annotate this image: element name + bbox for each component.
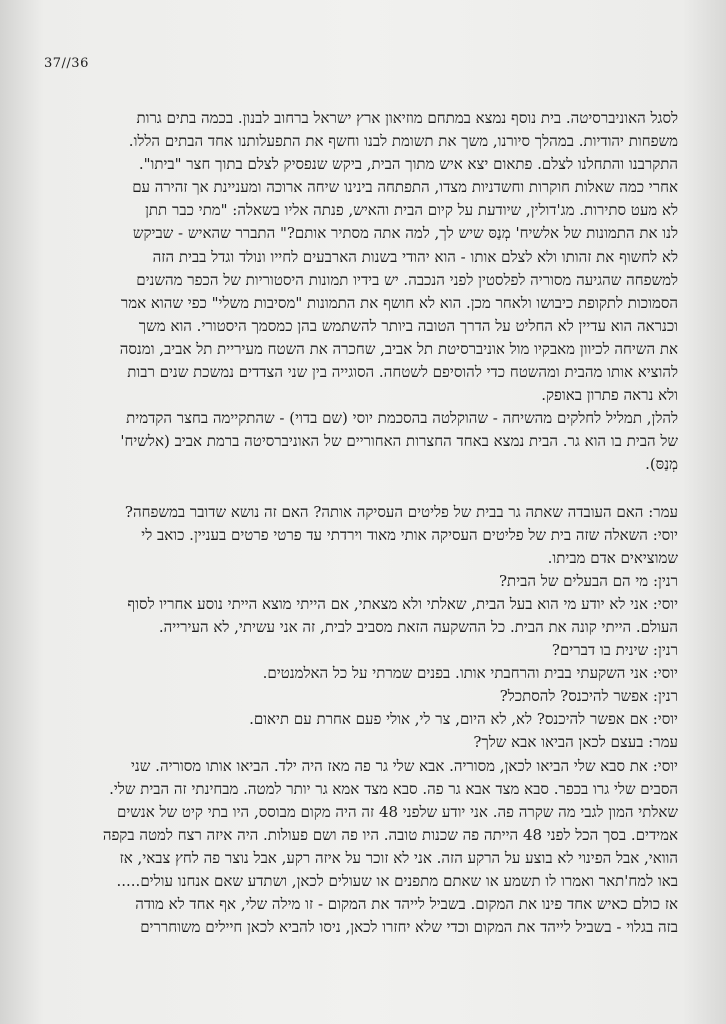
text-line: משפחות יהודיות. במהלך סיורנו, משך את תשומת לבנו וחשף את התפעלותנו אחד הבתים הללו. [128, 132, 678, 151]
text-line: להוציא אותו מהבית ומהשטח כדי להוסיפם לשטחה. הסוגייה בין שני הצדדים נמשכת שנים רבות [127, 363, 678, 382]
transcript-line: אמידים. בסך הכל לפני 48 הייתה פה שכנות טובה. היו פה ושם פעולות. היה איזה רצח למטה בקפה [102, 825, 678, 844]
text-line: לא מעט סתירות. מג'דולין, שיודעת על קיום הבית והאיש, פנתה אליו בשאלה: "מתי כבר תתן [145, 201, 678, 220]
text-line: לנו את התמונות של אלשיח' מְנַסּ שיש לך, למה אתה מסתיר אותם?" התברר שהאיש - שביקש [132, 224, 678, 243]
text-line: וכנראה הוא עדיין לא החליט על הדרך הטובה ביותר להשתמש בהן כמסמך היסטורי. הוא משך [138, 316, 678, 335]
text-line: את השיחה לכיוון מאבקיו מול אוניברסיטת תל אביב, שחכרה את השטח מעיריית תל אביב, ומנסה [119, 339, 678, 358]
page-content [82, 107, 678, 939]
transcript-line: בזה בגלוי - בשביל לייהד את המקום וכדי שלא יחזרו לכאן, ניסו להביא לכאן חיילים משוחררים [140, 918, 678, 937]
transcript-line: שמוציאים אדם מביתו. [547, 548, 678, 567]
text-line: של הבית בו הוא גר. הבית נמצא באחד החצרות האחוריים של האוניברסיטה ברמת אביב (אלשיח' [120, 432, 678, 451]
text-line: הסמוכות לתקופת כיבושו ולאחר מכן. הוא לא חושף את התמונות "מסיבות משלי" כפי שהוא אמר [120, 293, 678, 312]
text-line: ולא נראה פתרון באופק. [541, 386, 678, 405]
transcript-line: יוסי: השאלה שזה בית של פליטים העסיקה אותי מאוד וירדתי עד פרטי פרטים בעניין. כואב לי [141, 525, 678, 544]
transcript-line: יוסי: אני לא יודע מי הוא בעל הבית, שאלתי ולא מצאתי, אם הייתי מוצא הייתי נוסע אחריו לסוף [127, 594, 678, 613]
transcript-line: באו למח'תאר ואמרו לו תשמע או שאתם מתפנים או שעולים לכאן, ושתדע שאם אנחנו עולים..... [116, 872, 678, 890]
interview-transcript [82, 501, 678, 940]
transcript-line: יוסי: אם אפשר להיכנס? לא, לא היום, צר לי, אולי פעם אחרת עם תיאום. [249, 710, 678, 729]
text-line: למשפחה שהגיעה מסוריה לפלסטין לפני הנכבה. יש בידיו תמונות היסטוריות של הכפר מהשנים [136, 270, 678, 289]
transcript-line: רנין: מי הם הבעלים של הבית? [499, 571, 678, 590]
text-line: לא לחשוף את זהותו ולא לצלם אותו - הוא יהודי בשנות הארבעים לחייו ונולד וגדל בבית הזה [152, 247, 678, 266]
transcript-line: הסבים שלי גרו בכפר. סבא מצד אבא גר פה. סבא מצד אמא גר יותר למטה. מבחינתי זה הבית שלי. [109, 779, 678, 798]
text-line: התקרבנו והתחלנו לצלם. פתאום יצא איש מתוך הבית, ביקש שנפסיק לצלם בתוך חצר "ביתו". [138, 155, 678, 174]
page-number: 37//36 [44, 56, 89, 71]
transcript-line: עמר: האם העובדה שאתה גר בבית של פליטים העסיקה אותה? האם זה נושא שדובר במשפחה? [124, 502, 678, 521]
section-gap [82, 477, 678, 501]
text-line: להלן, תמליל לחלקים מהשיחה - שהוקלטה בהסכמת יוסי (שם בדוי) - שהתקיימה בחצר הקדמית [126, 409, 678, 428]
transcript-line: הוואי, אבל הפינוי לא בוצע על הרקע הזה. אני לא זוכר על איזה רקע, אבל נוצר פה לחץ צבאי, אז [119, 848, 678, 867]
text-line: לסגל האוניברסיטה. בית נוסף נמצא במתחם מוזיאון ארץ ישראל ברחוב לבנון. בכמה בתים גרות [136, 109, 678, 127]
transition-paragraph [82, 407, 678, 476]
transcript-line: רנין: שינית בו דברים? [551, 641, 678, 660]
transcript-line: העולם. הייתי קונה את הבית. כל ההשקעה הזאת מסביב לבית, זה אני עשיתי, לא העירייה. [158, 617, 678, 636]
transcript-line: אז כולם כאיש אחד פינו את המקום. בשביל לייהד את המקום - זו מילה שלי, אף אחד לא מודה [135, 895, 678, 914]
transcript-line: שאלתי המון לגבי מה שקרה פה. אני יודע שלפני 48 זה היה מקום מבוסס, היו בתי קיט של אנשים [116, 802, 678, 821]
transcript-line: יוסי: את סבא שלי הביאו לכאן, מסוריה. אבא שלי גר פה מאז היה ילד. הביאו אותו מסוריה. שני [130, 756, 678, 775]
transcript-line: יוסי: אני השקעתי בבית והרחבתי אותו. בפנים שמרתי על כל האלמנטים. [262, 664, 678, 683]
text-line: אחרי כמה שאלות חוקרות וחשדניות מצדו, התפתחה בינינו שיחה ארוכה ומעניינת אך זהירה עם [132, 178, 678, 197]
intro-paragraph [82, 107, 678, 407]
transcript-line: עמר: בעצם לכאן הביאו אבא שלך? [473, 733, 678, 752]
text-line: מְנַסּ). [645, 455, 678, 474]
transcript-line: רנין: אפשר להיכנס? להסתכל? [499, 687, 678, 706]
